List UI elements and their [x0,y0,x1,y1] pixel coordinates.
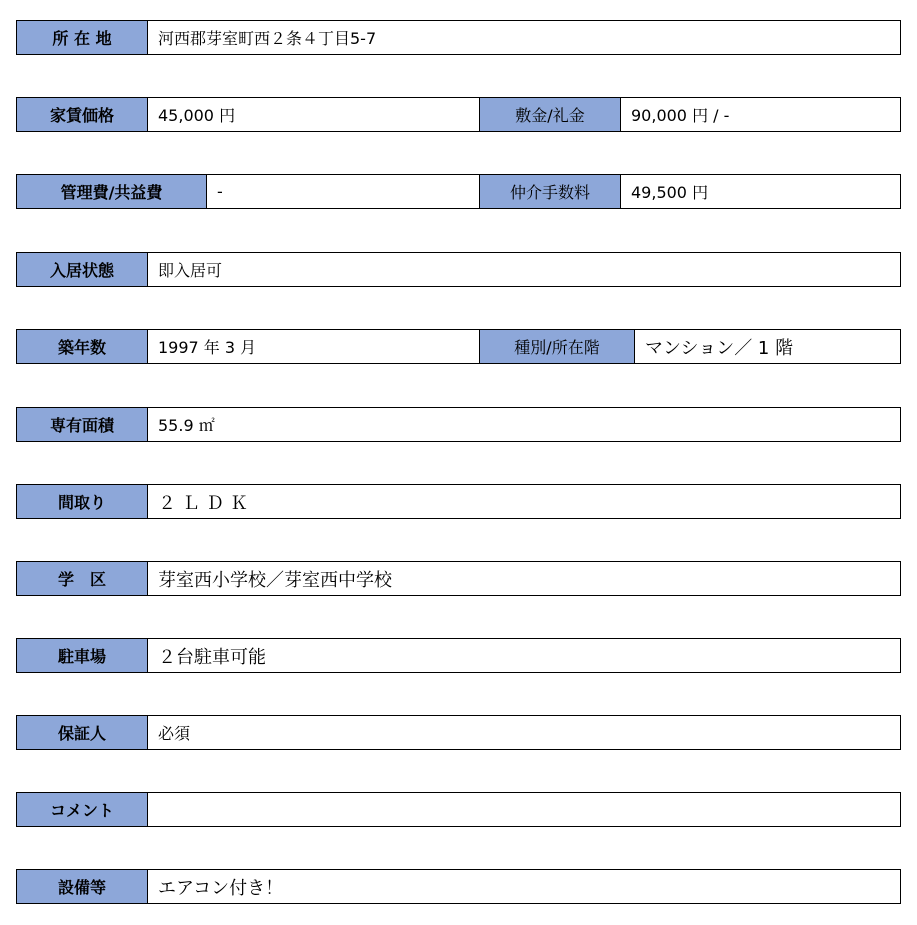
location-value: 河西郡芽室町西２条４丁目5-7 [158,29,377,48]
deposit-label: 敷金/礼金 [480,98,621,131]
management-row [16,174,901,209]
guarantor-label: 保証人 [17,716,148,749]
location-row [16,20,901,55]
area-row [16,407,901,442]
location-label: 所 在 地 [17,21,148,54]
facilities-row [16,869,901,904]
guarantor-value: 必須 [158,724,191,743]
age-label: 築年数 [17,330,148,363]
school-value: 芽室西小学校／芽室西中学校 [158,569,392,591]
type-floor-label: 種別/所在階 [480,330,635,363]
guarantor-row [16,715,901,750]
brokerage-label: 仲介手数料 [480,175,621,208]
parking-value: ２台駐車可能 [158,646,266,668]
occupancy-row [16,252,901,287]
school-row [16,561,901,596]
comment-value [148,793,900,826]
school-label: 学 区 [17,562,148,595]
layout-label: 間取り [17,485,148,518]
facilities-value: エアコン付き！ [158,877,284,899]
deposit-value: 90,000 円 / - [631,106,730,125]
rent-label: 家賃価格 [17,98,148,131]
type-floor-value: マンション／ 1 階 [645,337,794,359]
comment-row [16,792,901,827]
age-value: 1997 年 3 月 [148,330,480,363]
occupancy-label: 入居状態 [17,253,148,286]
occupancy-value: 即入居可 [158,261,223,280]
rent-value: 45,000 円 [148,98,480,131]
area-value: 55.9 ㎡ [158,416,215,435]
management-label: 管理費/共益費 [17,175,207,208]
rent-row [16,97,901,132]
management-value: - [207,175,480,208]
layout-row [16,484,901,519]
comment-label: コメント [17,793,148,826]
parking-label: 駐車場 [17,639,148,672]
area-label: 専有面積 [17,408,148,441]
facilities-label: 設備等 [17,870,148,903]
age-row [16,329,901,364]
brokerage-value: 49,500 円 [631,183,709,202]
layout-value: ２ＬＤＫ [158,492,254,514]
parking-row [16,638,901,673]
